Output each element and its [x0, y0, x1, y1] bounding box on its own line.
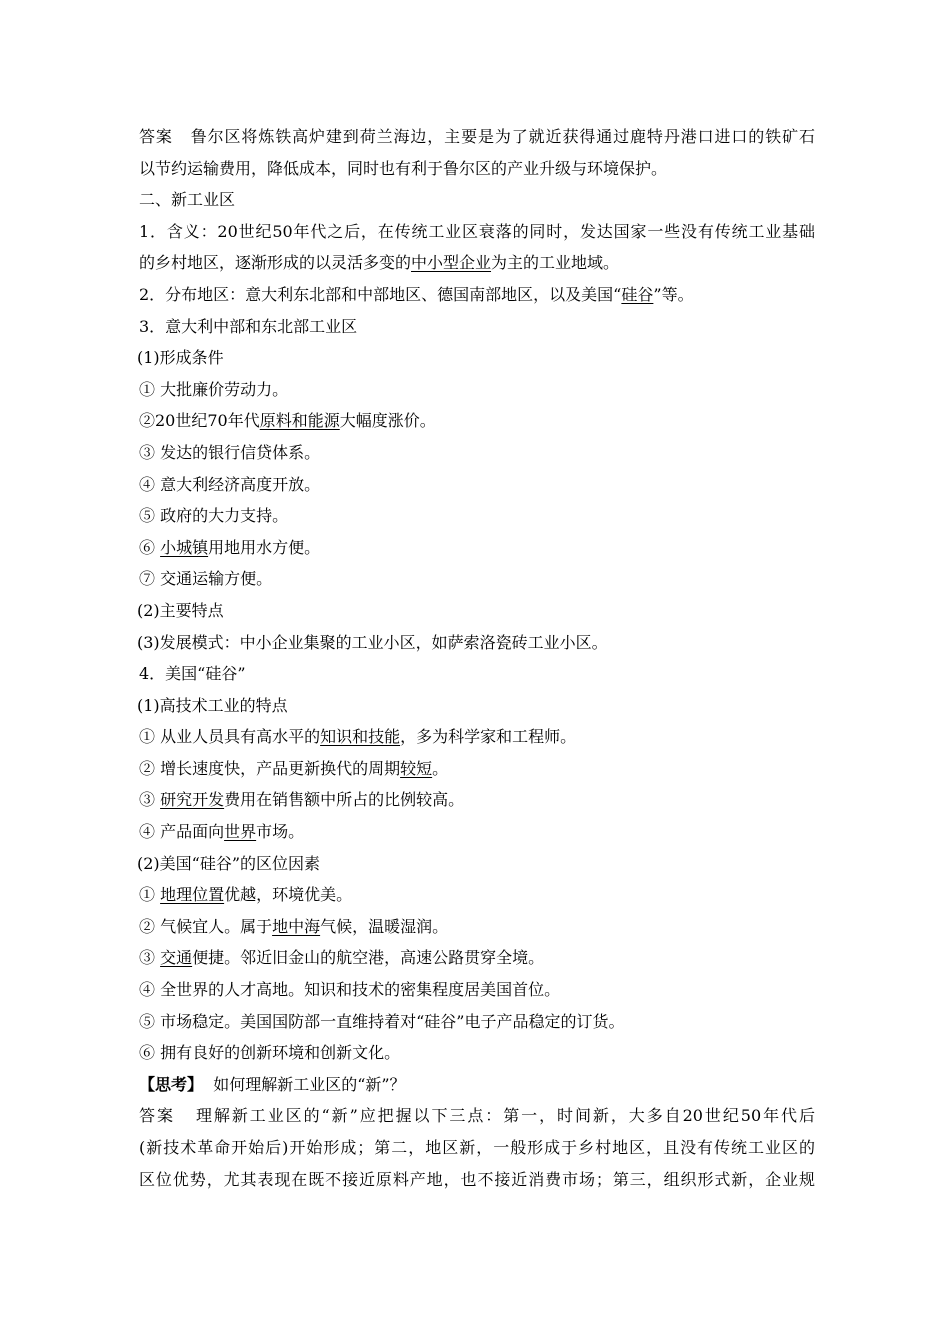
location-factor-4: ④ 全世界的人才高地。知识和技术的密集程度居美国首位。: [139, 980, 561, 1000]
location-factor-6: ⑥ 拥有良好的创新环境和创新文化。: [139, 1043, 401, 1063]
condition-4: ④ 意大利经济高度开放。: [139, 474, 321, 494]
feature-4: ④ 产品面向世界市场。: [139, 822, 305, 842]
keyword-underlined: 原料和能源: [259, 411, 340, 431]
answer-label: 答案: [139, 127, 173, 146]
think-label: 【思考】: [139, 1074, 204, 1094]
answer1-line2: 以节约运输费用，降低成本，同时也有利于鲁尔区的产业升级与环境保护。: [139, 158, 668, 178]
location-factor-2: ② 气候宜人。属于地中海气候，温暖湿润。: [139, 916, 449, 936]
answer2-line3: 区位优势，尤其表现在既不接近原料产地，也不接近消费市场；第三，组织形式新，企业规: [139, 1169, 815, 1189]
keyword-underlined: 硅谷: [621, 284, 654, 304]
keyword-underlined: 世界: [224, 822, 257, 842]
item3-sub1: (1)形成条件: [137, 348, 224, 368]
keyword-underlined: 研究开发: [160, 790, 225, 810]
item4-sub1: (1)高技术工业的特点: [137, 695, 288, 715]
keyword-underlined: 地理位置: [160, 885, 225, 905]
item1-line1: 1．含义：20世纪50年代之后，在传统工业区衰落的同时，发达国家一些没有传统工业基础: [139, 221, 815, 241]
condition-2: ②20世纪70年代原料和能源大幅度涨价。: [139, 411, 436, 431]
section-heading: 二、新工业区: [139, 190, 236, 210]
condition-5: ⑤ 政府的大力支持。: [139, 506, 289, 526]
item1-line2: 的乡村地区，逐渐形成的以灵活多变的中小型企业为主的工业地域。: [139, 253, 620, 273]
answer1-line1: 答案 鲁尔区将炼铁高炉建到荷兰海边，主要是为了就近获得通过鹿特丹港口进口的铁矿石: [139, 127, 815, 146]
keyword-underlined: 中小型企业: [411, 253, 492, 273]
item3-sub2: (2)主要特点: [137, 600, 224, 620]
condition-7: ⑦ 交通运输方便。: [139, 569, 273, 589]
item4-sub2: (2)美国“硅谷”的区位因素: [137, 853, 321, 873]
item4-heading: 4．美国“硅谷”: [139, 664, 246, 684]
answer2-line1: 答案 理解新工业区的“新”应把握以下三点：第一，时间新，大多自20世纪50年代后: [139, 1106, 815, 1126]
keyword-underlined: 较短: [400, 758, 433, 778]
answer2-line2: (新技术革命开始后)开始形成；第二，地区新，一般形成于乡村地区，且没有传统工业区的: [139, 1138, 815, 1157]
feature-3: ③ 研究开发费用在销售额中所占的比例较高。: [139, 790, 465, 810]
item3-sub3: (3)发展模式：中小企业集聚的工业小区，如萨索洛瓷砖工业小区。: [137, 632, 608, 652]
keyword-underlined: 知识和技能: [320, 727, 401, 747]
location-factor-5: ⑤ 市场稳定。美国国防部一直维持着对“硅谷”电子产品稳定的订货。: [139, 1011, 625, 1031]
item2-line: 2．分布地区：意大利东北部和中部地区、德国南部地区，以及美国“硅谷”等。: [139, 284, 694, 304]
feature-2: ② 增长速度快，产品更新换代的周期较短。: [139, 758, 449, 778]
location-factor-3: ③ 交通便捷。邻近旧金山的航空港，高速公路贯穿全境。: [139, 948, 545, 968]
condition-6: ⑥ 小城镇用地用水方便。: [139, 537, 321, 557]
answer-label: 答案: [139, 1106, 175, 1126]
document-body: [139, 121, 815, 1195]
condition-3: ③ 发达的银行信贷体系。: [139, 442, 321, 462]
keyword-underlined: 小城镇: [160, 537, 209, 557]
keyword-underlined: 交通: [160, 948, 193, 968]
location-factor-1: ① 地理位置优越，环境优美。: [139, 885, 353, 905]
condition-1: ① 大批廉价劳动力。: [139, 379, 289, 399]
item3-heading: 3．意大利中部和东北部工业区: [139, 316, 358, 336]
keyword-underlined: 地中海: [272, 916, 321, 936]
think-question: 【思考】 如何理解新工业区的“新”？: [139, 1074, 406, 1094]
feature-1: ① 从业人员具有高水平的知识和技能，多为科学家和工程师。: [139, 727, 577, 747]
